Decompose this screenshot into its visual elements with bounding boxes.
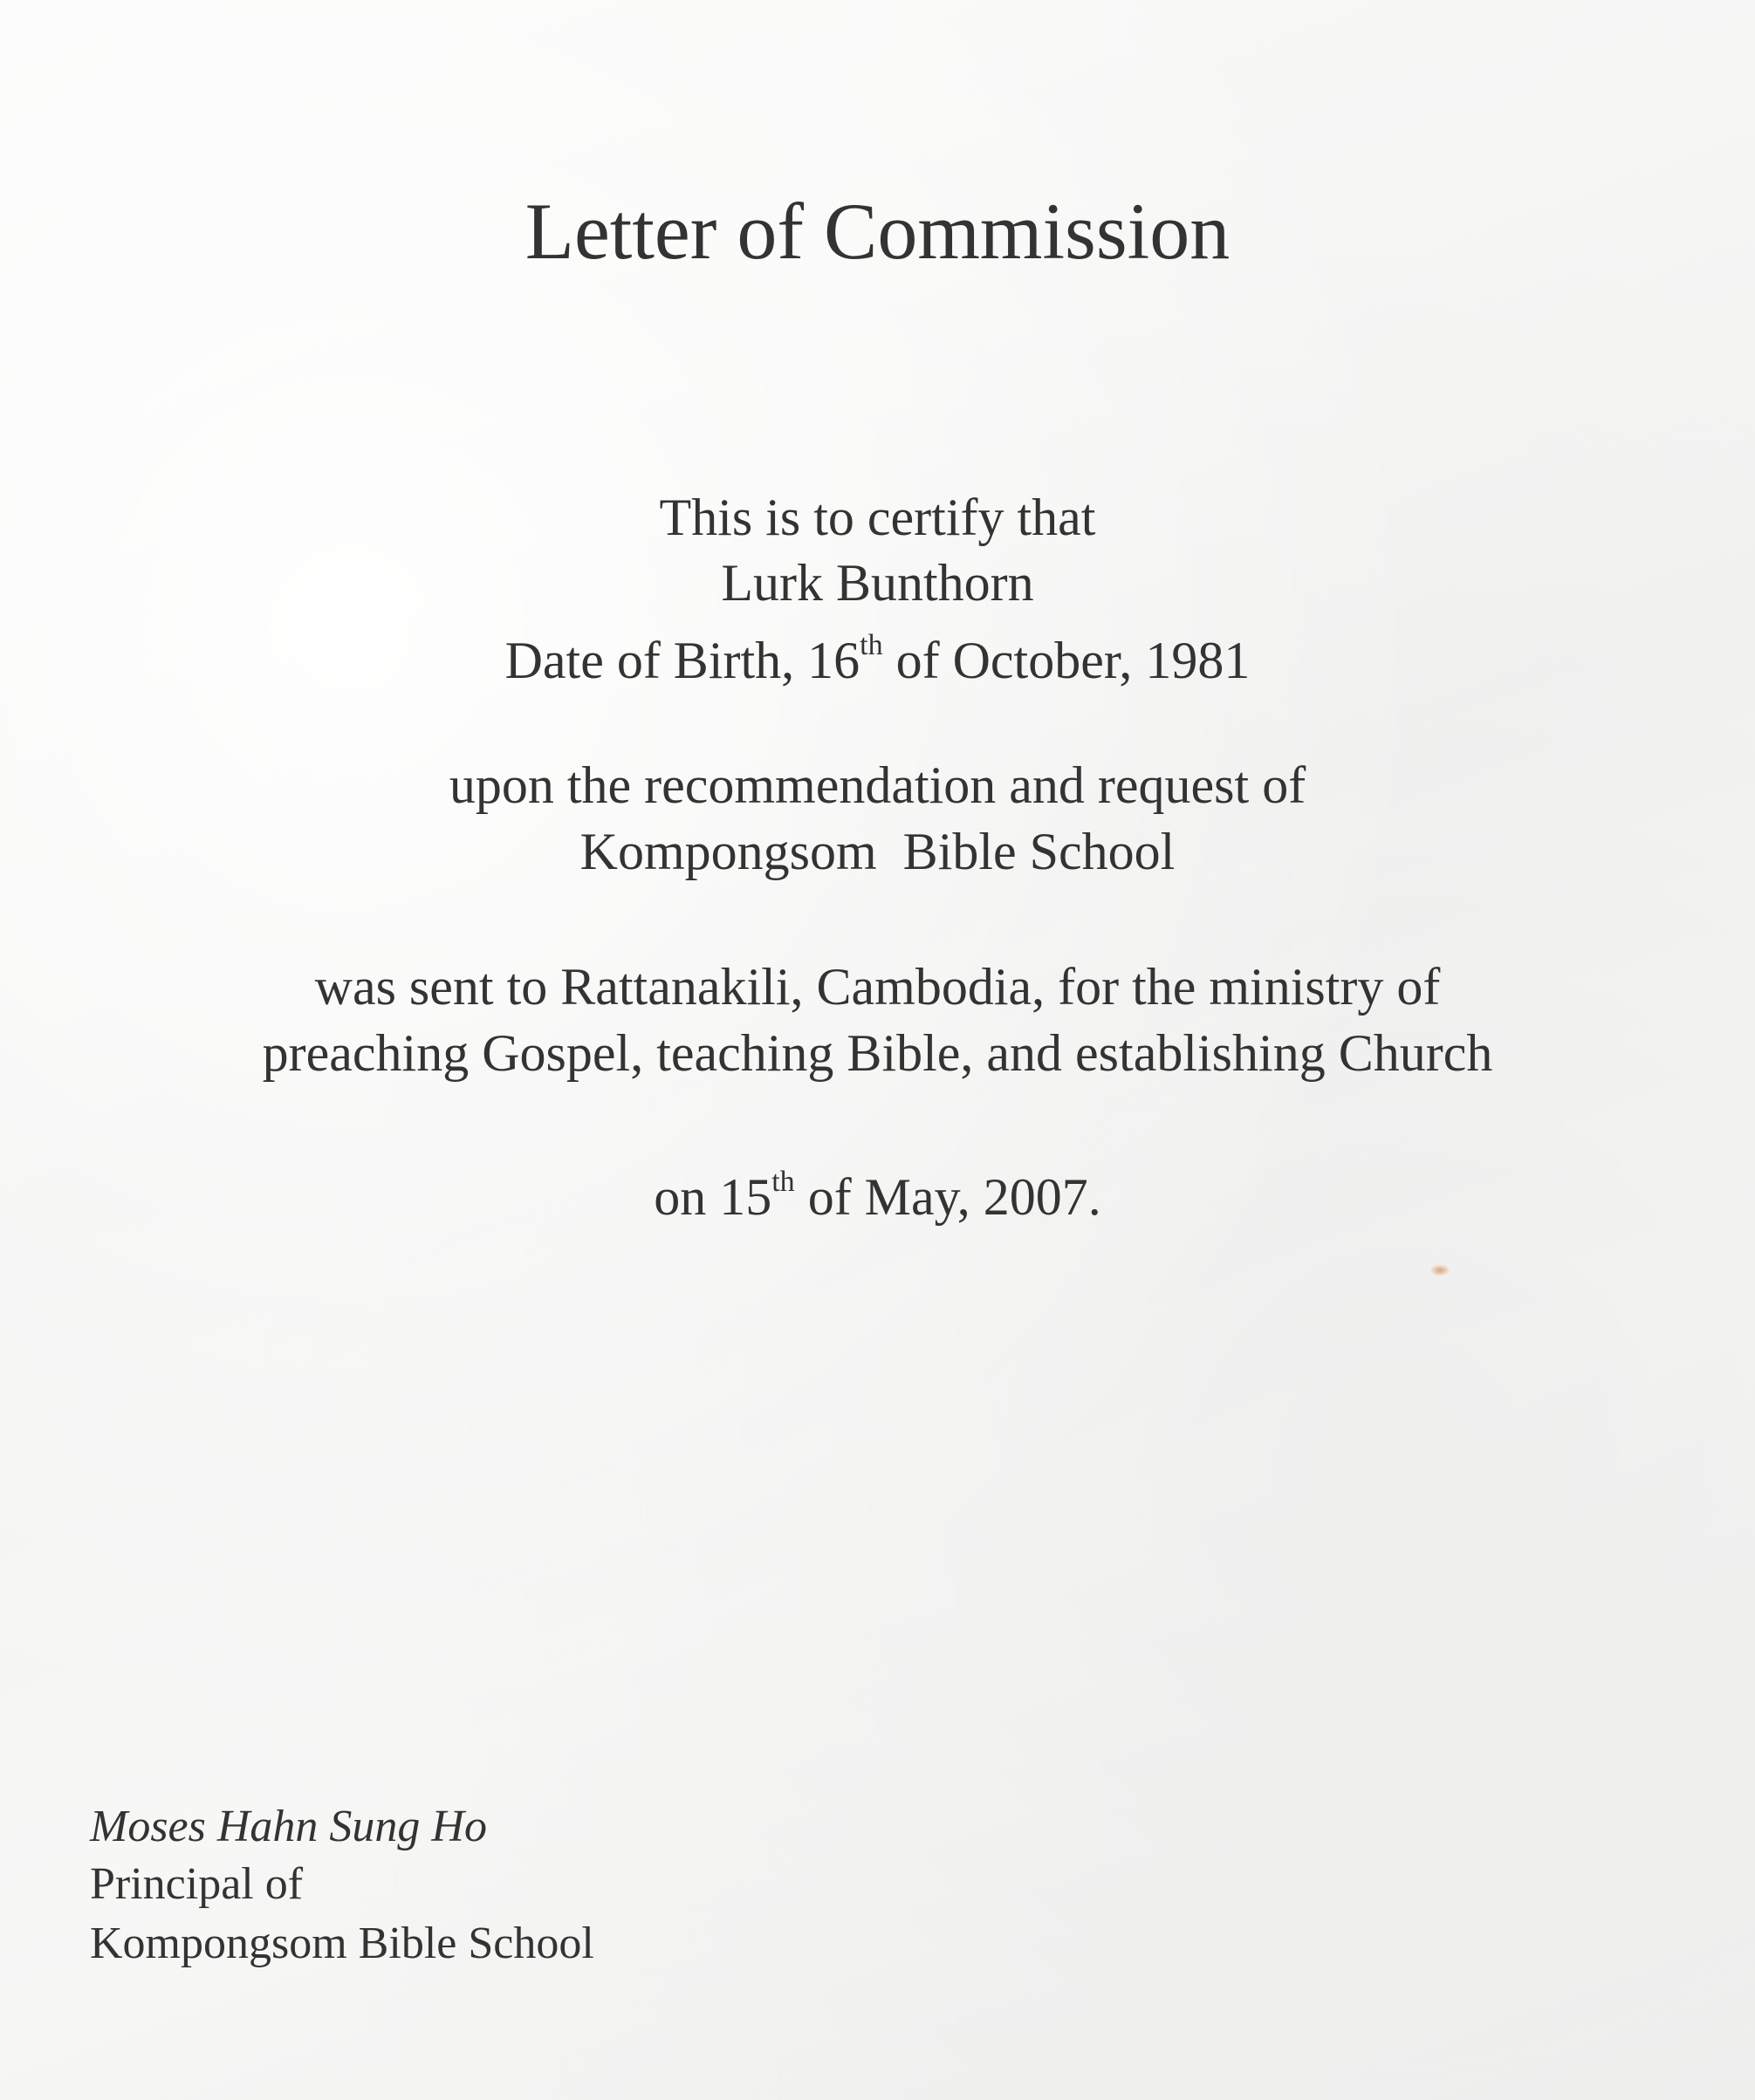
mission-line-2: preaching Gospel, teaching Bible, and establishing Church [262,1024,1493,1082]
signatory-school: Kompongsom Bible School [90,1919,594,1968]
date-of-birth [0,618,1755,694]
signatory-name: Moses Hahn Sung Ho [90,1802,487,1851]
certify-intro: This is to certify that [659,489,1096,546]
recommendation-line: upon the recommendation and request of [449,756,1306,814]
dob-rest: of October, 1981 [882,632,1251,689]
recipient-name: Lurk Bunthorn [721,554,1034,612]
date-ordinal-suffix: th [771,1166,795,1198]
date-rest: of May, 2007. [794,1168,1101,1226]
school-line: Kompongsom Bible School [579,823,1176,880]
signatory-role: Principal of [90,1859,304,1909]
dob-prefix: Date of Birth, 16 [504,632,860,689]
page-title: Letter of Commission [524,187,1231,276]
dob-ordinal-suffix: th [860,629,883,661]
paper-stain [1429,1264,1450,1276]
mission-line-1: was sent to Rattanakili, Cambodia, for the ministry of [314,958,1441,1016]
date-prefix: on 15 [654,1168,772,1226]
commission-date [0,1154,1755,1230]
